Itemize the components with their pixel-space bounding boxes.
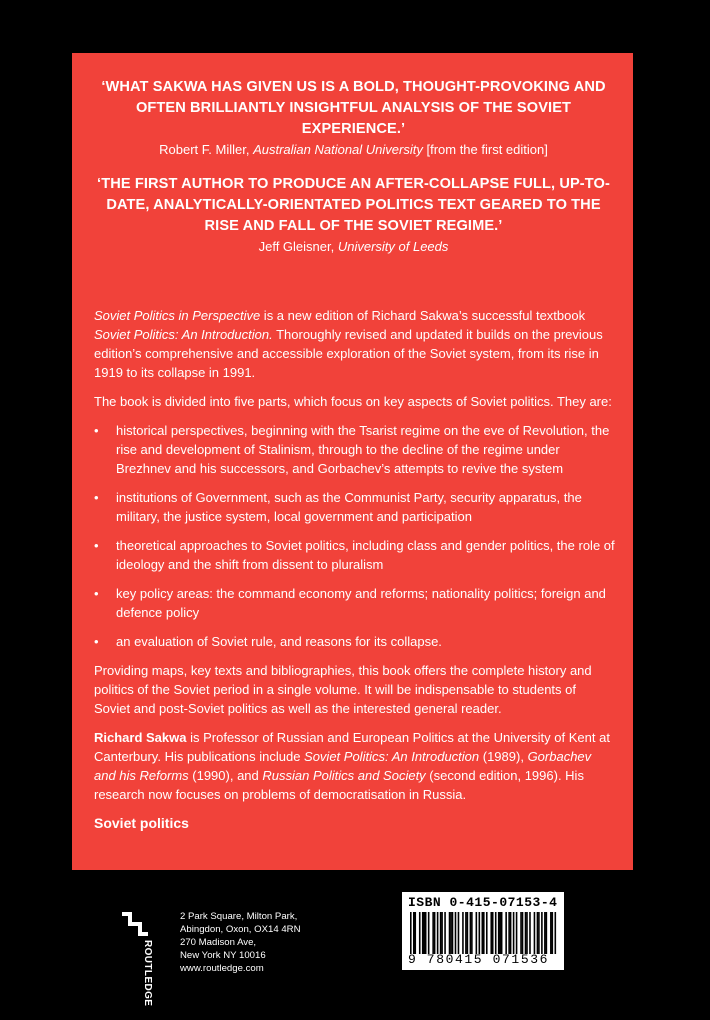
barcode-bar [455, 912, 457, 954]
review-quote-2 [94, 174, 613, 256]
ean-number: 9 780415 071536 [408, 952, 550, 967]
bio-text: (1990), and [188, 768, 263, 783]
barcode-bar [471, 912, 473, 954]
barcode-bar [467, 912, 469, 954]
quote-text: ‘WHAT SAKWA HAS GIVEN US IS A BOLD, THOUGHT-PROVOKING AND OFTEN BRILLIANTLY INSIGHTFUL ANALYSIS OF THE SOVIET EXPERIENCE.’ [101, 79, 606, 137]
barcode-bar [413, 912, 415, 954]
publisher-address: 2 Park Square, Milton Park, Abingdon, Oxon, OX14 4RN 270 Madison Ave, New York NY 10016 www.routledge.com [180, 911, 301, 974]
barcode-bar [440, 912, 442, 954]
subject-category: Soviet politics [94, 815, 189, 831]
routledge-logo [120, 908, 153, 1007]
publication-title: Gorbachev and his Reforms [94, 749, 592, 783]
list-item-text: key policy areas: the command economy and reforms; nationality politics; foreign and defence policy [116, 586, 606, 620]
barcode-bar [490, 912, 492, 954]
summary-paragraph: Providing maps, key texts and bibliographies, this book offers the complete history and politics of the Soviet period in a single volume. It will be indispensable to students of Soviet and post-Soviet politics as well as the interested general reader. [94, 663, 592, 716]
barcode-bar [541, 912, 543, 954]
quote-attribution [94, 238, 613, 256]
barcode-bar [434, 912, 436, 954]
barcode-bar [470, 912, 472, 954]
quote-text: ‘THE FIRST AUTHOR TO PRODUCE AN AFTER-COLLAPSE FULL, UP-TO-DATE, ANALYTICALLY-ORIENTATED POLITICS TEXT GEARED TO THE RISE AND FALL OF THE SOVIET REGIME.’ [97, 176, 610, 234]
barcode-bar [529, 912, 531, 954]
barcode-bar [522, 912, 524, 954]
barcode-bar [483, 912, 485, 954]
barcode-bar [462, 912, 464, 954]
barcode-bar [520, 912, 522, 954]
barcode-bar [544, 912, 546, 954]
barcode-bar [555, 912, 557, 954]
barcode [402, 892, 564, 970]
list-item [94, 488, 615, 526]
quote-affiliation: Australian National University [253, 142, 423, 157]
barcode-bar [498, 912, 500, 954]
barcode-bar [486, 912, 488, 954]
quote-affiliation: University of Leeds [337, 239, 449, 254]
barcode-bar [458, 912, 460, 954]
barcode-bar [419, 912, 421, 954]
list-item [94, 536, 615, 574]
barcode-bar [513, 912, 515, 954]
review-quote-1 [94, 77, 613, 159]
quote-note: [from the first edition] [422, 142, 548, 157]
barcode-bar [501, 912, 503, 954]
routledge-logo-text: ROUTLEDGE [142, 940, 153, 1007]
previous-title: Soviet Politics: An Introduction. [94, 327, 273, 342]
barcode-bar [537, 912, 539, 954]
barcode-bar [526, 912, 528, 954]
barcode-bar [422, 912, 424, 954]
barcode-bar [479, 912, 481, 954]
intro-text-2: Thoroughly revised and updated it builds on the previous edition’s comprehensive and accessible exploration of the Soviet system, from its rise in 1919 to its collapse in 1991. [94, 327, 603, 380]
barcode-bar [525, 912, 527, 954]
list-item-text: an evaluation of Soviet rule, and reasons for its collapse. [116, 634, 442, 649]
barcode-bar [538, 912, 540, 954]
bullet: • [94, 490, 99, 505]
barcode-bar [425, 912, 427, 954]
list-item-text: historical perspectives, beginning with the Tsarist regime on the eve of Revolution, the rise and development of Stalinism, through to the decline of the regime under Brezhnev and his successors, and Gorbachev’s attempts to revive the system [116, 423, 610, 476]
barcode-bar [495, 912, 497, 954]
barcode-bar [452, 912, 454, 954]
barcode-bar [432, 912, 434, 954]
barcode-bar [505, 912, 507, 954]
bullet: • [94, 423, 99, 438]
barcode-bar [508, 912, 510, 954]
barcode-bar [552, 912, 554, 954]
quote-author: Robert F. Miller, [159, 142, 254, 157]
barcode-bar [444, 912, 446, 954]
quote-attribution [94, 141, 613, 159]
intro-paragraph [94, 306, 615, 382]
barcode-bar [546, 912, 548, 954]
bullet: • [94, 586, 99, 601]
publication-title: Russian Politics and Society [262, 768, 426, 783]
barcode-bar [510, 912, 512, 954]
list-item-text: institutions of Government, such as the Communist Party, security apparatus, the military, the justice system, local government and participation [116, 490, 582, 524]
parts-intro: The book is divided into five parts, which focus on key aspects of Soviet politics. They are: [94, 394, 612, 409]
barcode-bar [449, 912, 451, 954]
barcode-bar [534, 912, 536, 954]
bio-text: is Professor of Russian and European Politics at the University of Kent at Canterbury. His publications include [94, 730, 610, 764]
barcode-bar [499, 912, 501, 954]
bullet: • [94, 538, 99, 553]
barcode-bar [476, 912, 478, 954]
bullet: • [94, 634, 99, 649]
back-cover-panel [72, 53, 633, 870]
barcode-bar [465, 912, 467, 954]
isbn-label: ISBN 0-415-07153-4 [408, 895, 558, 910]
list-item [94, 584, 615, 622]
barcode-bar [550, 912, 552, 954]
barcode-bar [410, 912, 412, 954]
intro-text: is a new edition of Richard Sakwa’s successful textbook [260, 308, 586, 323]
author-name: Richard Sakwa [94, 730, 187, 745]
list-item [94, 632, 615, 651]
book-title: Soviet Politics in Perspective [94, 308, 261, 323]
quote-author: Jeff Gleisner, [258, 239, 338, 254]
list-item [94, 421, 615, 478]
barcode-bar [441, 912, 443, 954]
list-item-text: theoretical approaches to Soviet politics, including class and gender politics, the role of ideology and the shift from dissent to pluralism [116, 538, 615, 572]
publication-title: Soviet Politics: An Introduction [304, 749, 480, 764]
barcode-bar [423, 912, 425, 954]
barcode-bars [410, 912, 556, 954]
bio-text: (1989), [479, 749, 528, 764]
barcode-bar [492, 912, 494, 954]
barcode-bar [482, 912, 484, 954]
author-bio [94, 728, 615, 804]
barcode-bar [516, 912, 518, 954]
imprint-strip [0, 870, 710, 1020]
barcode-bar [437, 912, 439, 954]
blurb [94, 306, 615, 833]
barcode-bar [414, 912, 416, 954]
bio-text: (second edition, 1996). His research now focuses on problems of democratisation in Russia. [94, 768, 584, 802]
parts-list [94, 421, 615, 651]
barcode-bar [450, 912, 452, 954]
barcode-bar [428, 912, 430, 954]
